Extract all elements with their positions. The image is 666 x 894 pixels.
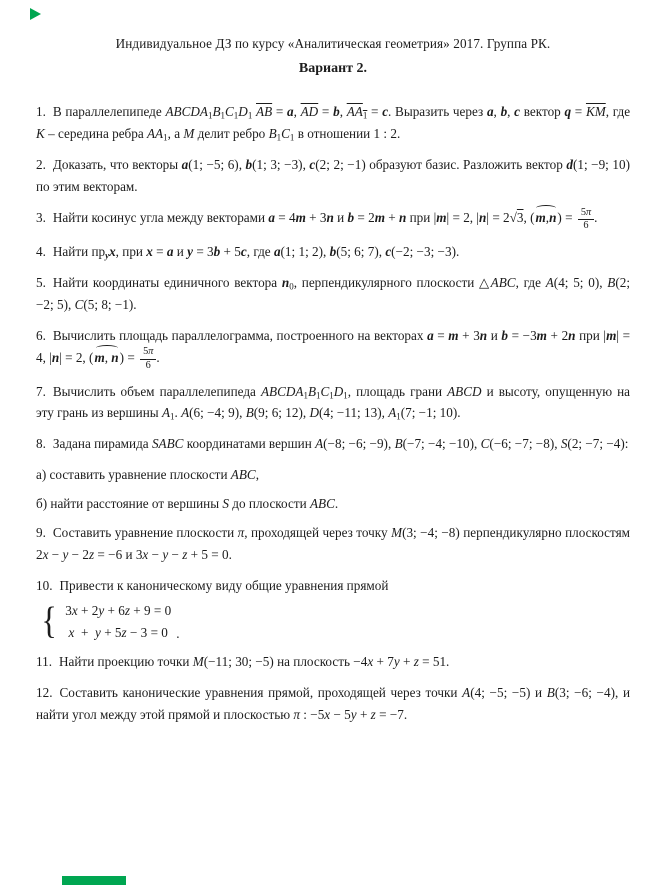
- problem-number: 3.: [36, 210, 46, 226]
- problem-list: [36, 101, 630, 726]
- problem-1: [36, 101, 630, 145]
- problem-text: б) найти расстояние от вершины S до плоскости ABC.: [36, 496, 339, 512]
- problem-text: а) составить уравнение плоскости ABC,: [36, 467, 260, 483]
- problem-number: 8.: [36, 436, 46, 452]
- problem-2: [36, 154, 630, 198]
- problem-3: [36, 207, 630, 232]
- problem-number: 9.: [36, 525, 46, 541]
- system-equations: [65, 601, 171, 642]
- problem-text: Привести к каноническому виду общие уравнения прямой: [59, 577, 389, 593]
- problem-8-subitem-b: [36, 493, 630, 515]
- problem-text: Доказать, что векторы a(1; −5; 6), b(1; 3; −3), c(2; 2; −1) образуют базис. Разложить вектор d(1; −9; 10) по этим векторам.: [36, 156, 630, 194]
- problem-number: 5.: [36, 274, 46, 290]
- problem-4: [36, 241, 630, 263]
- problem-text: Составить канонические уравнения прямой, проходящей через точки A(4; −5; −5) и B(3; −6; −4), и найти угол между этой прямой и плоскостью π : −5x − 5y + z = −7.: [36, 685, 631, 722]
- problem-8-subitem-a: [36, 464, 630, 486]
- problem-text: Найти косинус угла между векторами a = 4m + 3n и b = 2m + n при |m| = 2, |n| = 2√3, (m,n) = $\frac{5\pi}{6}$ .: [52, 206, 598, 231]
- problem-6: [36, 325, 630, 372]
- problem-text: Найти $пр_yx$, при x = a и y = 3b + 5c, где a(1; 1; 2), b(5; 6; 7), c(−2; −3; −3).: [52, 243, 460, 261]
- green-triangle-marker: [30, 8, 41, 20]
- variant-heading: Вариант 2.: [298, 61, 368, 76]
- system-brace: {: [41, 600, 57, 643]
- problem-9: [36, 522, 630, 566]
- problem-number: 1.: [36, 104, 46, 119]
- system-equation-1: 3x + 2y + 6z + 9 = 0: [65, 602, 172, 618]
- problem-number: 6.: [36, 327, 46, 343]
- problem-number: 11.: [36, 654, 52, 670]
- system-equation-2: x + y + 5z − 3 = 0: [68, 624, 168, 640]
- problem-number: 12.: [36, 685, 53, 700]
- problem-number: 10.: [36, 577, 53, 593]
- problem-11: [36, 651, 630, 673]
- problem-12: [36, 682, 630, 726]
- problem-text: Вычислить объем параллелепипеда $ABCDA_1B_1C_1D_1$, площадь грани ABCD и высоту, опущенную на эту грань из вершины $A_1$. A(6; −4; 9), B(9; 6; 12), D(4; −11; 13), $A_1(7$; −1; 10).: [36, 383, 630, 422]
- problem-text: В параллелепипеде $ABCDA_1B_1C_1D_1$ $\overline{AB} = a$, $\overline{AD} = b$, $AA_1 = c$. Выразить через a, b, c вектор $q = \overline{KM}$, где K – середина ребра $AA_1$, а M делит ребро $B_1C_1$ в отношении 1 : 2.: [36, 104, 631, 143]
- problem-number: 2.: [36, 156, 46, 172]
- problem-text: Найти координаты единичного вектора $n_0$, перпендикулярного плоскости △ABC, где A(4; 5; 0), B(2; −2; 5), C(5; 8; −1).: [36, 274, 630, 312]
- document-title: Индивидуальное ДЗ по курсу «Аналитическая геометрия» 2017. Группа РК.: [115, 36, 551, 51]
- problem-8: [36, 433, 630, 455]
- problem-number: 4.: [36, 243, 46, 259]
- problem-text: Составить уравнение плоскости π, проходящей через точку M(3; −4; −8) перпендикулярно плоскостям 2x − y − 2z = −6 и 3x − y − z + 5 = 0.: [36, 525, 631, 562]
- problem-7: [36, 381, 630, 425]
- problem-text: Найти проекцию точки M(−11; 30; −5) на плоскость −4x + 7y + z = 51.: [59, 654, 450, 670]
- problem-10: [36, 575, 630, 597]
- problem-number: 7.: [36, 383, 46, 399]
- green-bar-marker: [62, 876, 126, 885]
- problem-5: [36, 272, 630, 316]
- problem-text: Вычислить площадь параллелограмма, построенного на векторах a = m + 3n и b = −3m + 2n при |m| = 4, |n| = 2, (m, n) = $\frac{5\pi}{6}$ .: [36, 327, 631, 371]
- problem-text: Задана пирамида SABC координатами вершин A(−8; −6; −9), B(−7; −4; −10), C(−6; −7; −8), S(2; −7; −4):: [52, 436, 629, 452]
- equation-system: [40, 601, 630, 642]
- system-period: .: [176, 626, 180, 642]
